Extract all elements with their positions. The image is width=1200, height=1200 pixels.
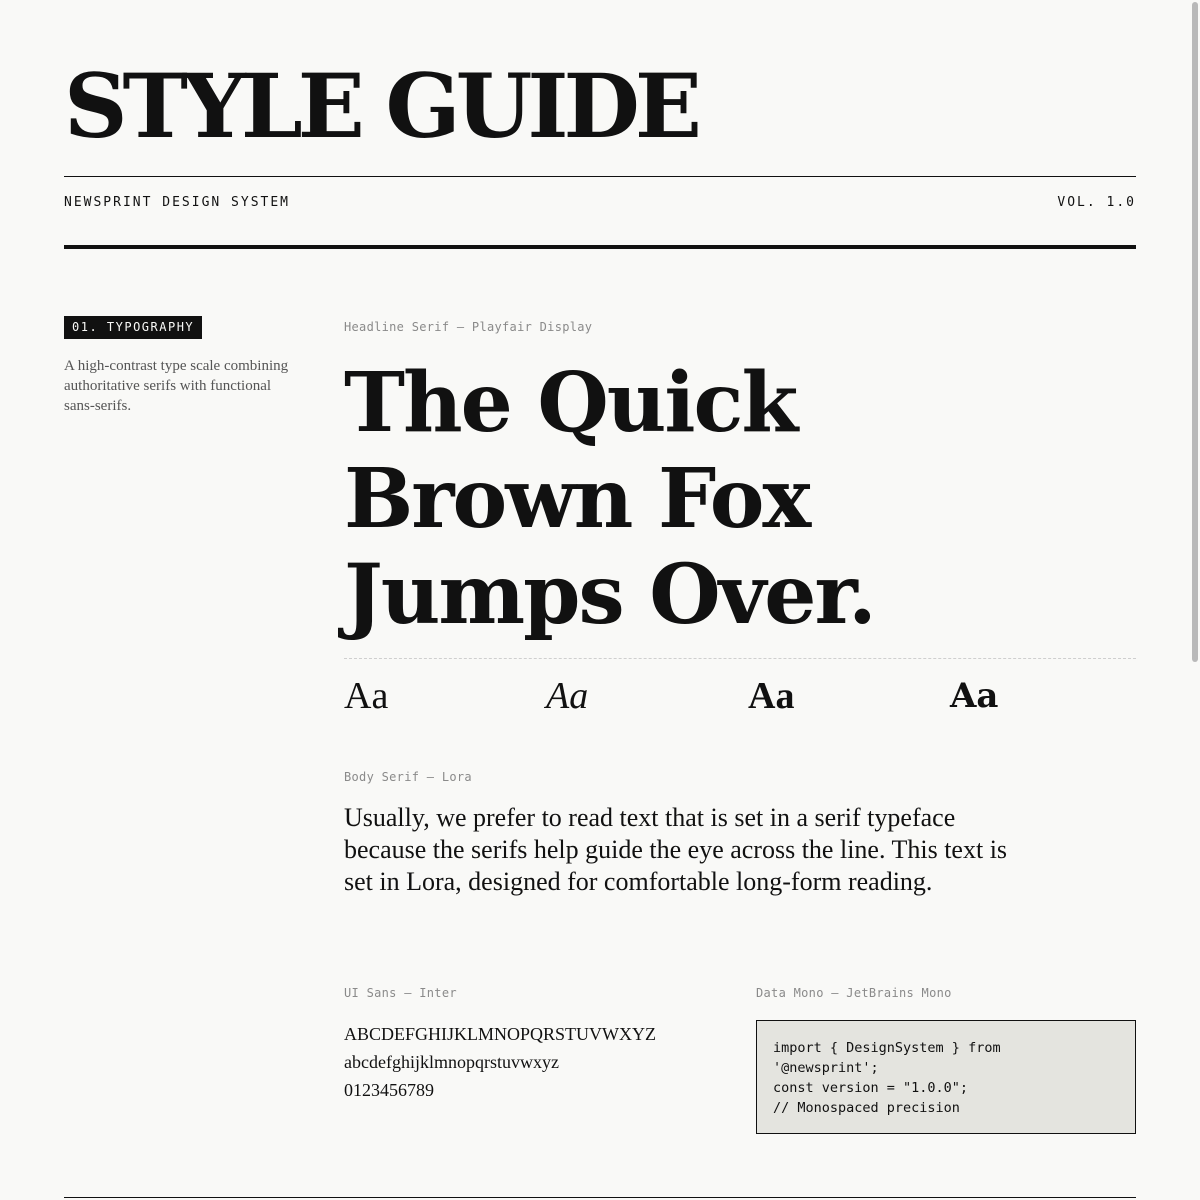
headline-line: Brown Fox [344, 451, 810, 547]
glyph-set [344, 1020, 724, 1104]
body-spec-label: Body Serif — Lora [344, 770, 472, 784]
volume-label: VOL. 1.0 [1057, 195, 1136, 210]
weight-sample-bold: Aa [748, 675, 795, 717]
glyph-lowercase: abcdefghijklmnopqrstuvwxyz [344, 1052, 559, 1072]
body-sample-text: Usually, we prefer to read text that is set in a serif typeface because the serifs help guide the eye across the line. This text is set in Lora, designed for comfortable long-form reading. [344, 803, 1008, 896]
style-guide-page [64, 0, 1136, 1200]
weight-sample-italic: Aa [546, 675, 589, 717]
code-sample [756, 1020, 1136, 1134]
code-line: '@newsprint'; [773, 1060, 879, 1076]
headline-line: Jumps Over. [344, 547, 875, 643]
ui-spec-label: UI Sans — Inter [344, 986, 457, 1000]
headline-sample [344, 355, 1044, 643]
masthead-top-rule [64, 176, 1136, 177]
masthead-subtitle: NEWSPRINT DESIGN SYSTEM [64, 195, 291, 210]
dashed-divider [344, 658, 1136, 659]
section-description: A high-contrast type scale combining authoritative serifs with functional sans-serifs. [64, 358, 289, 414]
headline-spec-label: Headline Serif — Playfair Display [344, 320, 593, 334]
weight-sample-regular: Aa [344, 675, 389, 717]
headline-line: The Quick [344, 355, 797, 451]
glyph-digits: 0123456789 [344, 1080, 434, 1100]
mono-spec-label: Data Mono — JetBrains Mono [756, 986, 952, 1000]
section-tag: 01. TYPOGRAPHY [64, 316, 202, 339]
masthead-bottom-rule [64, 245, 1136, 249]
glyph-uppercase: ABCDEFGHIJKLMNOPQRSTUVWXYZ [344, 1024, 657, 1044]
page-title: STYLE GUIDE [64, 54, 697, 158]
code-line: const version = "1.0.0"; [773, 1080, 969, 1096]
code-line: // Monospaced precision [773, 1100, 960, 1116]
footer-rule [64, 1197, 1136, 1198]
weight-sample-black: Aa [950, 676, 999, 716]
vertical-scrollbar[interactable] [1192, 2, 1198, 662]
code-line: import { DesignSystem } from [773, 1040, 1001, 1056]
